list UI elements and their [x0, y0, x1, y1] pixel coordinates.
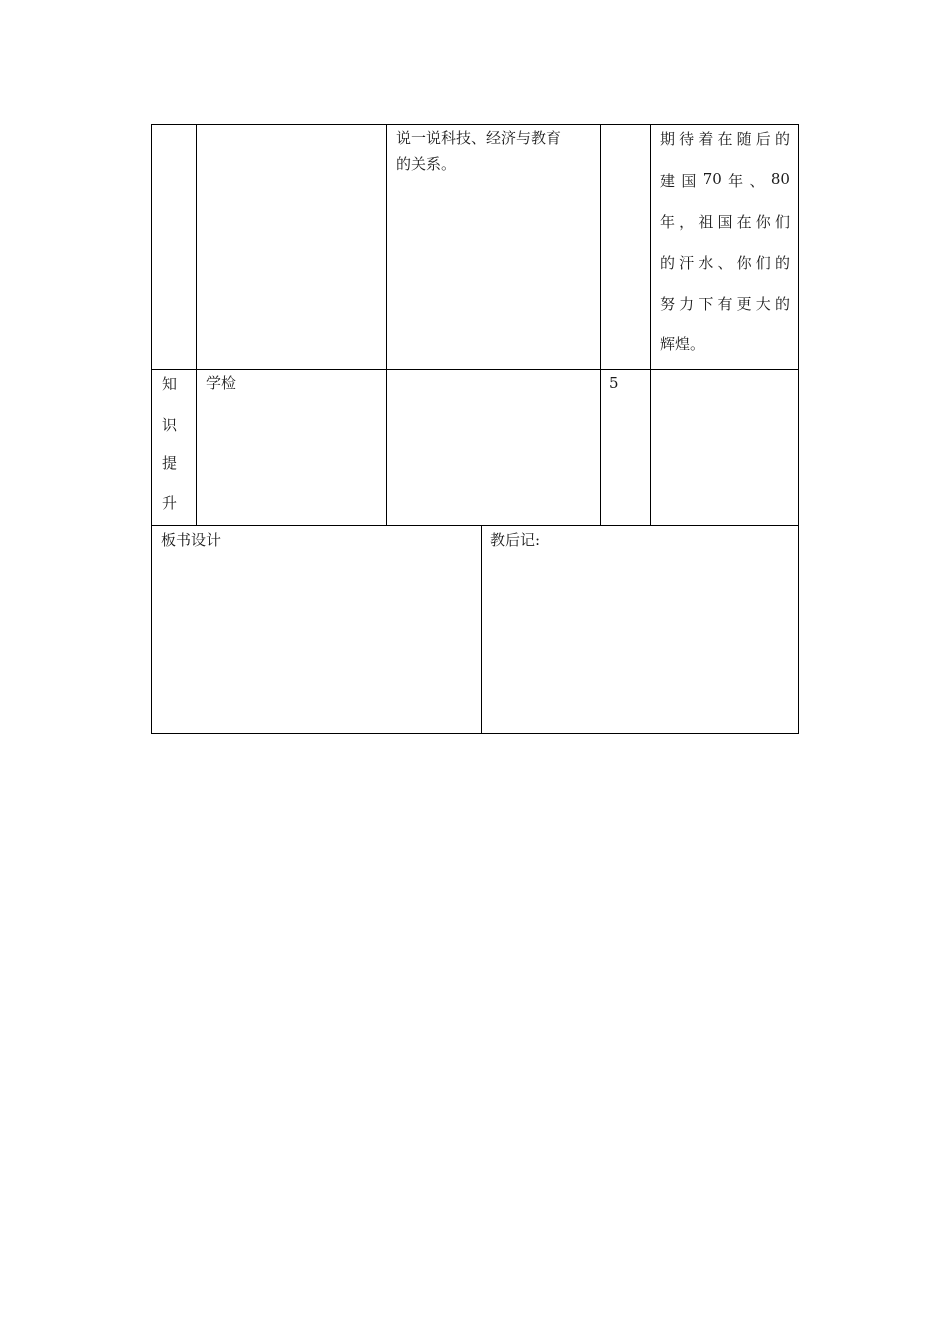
activity-text-line2: 的关系。 [396, 155, 457, 173]
col-divider-3 [600, 124, 601, 525]
expectation-line-5: 努 力 下 有 更 大 的 [660, 295, 790, 313]
expectation-line-1: 期 待 着 在 随 后 的 [660, 130, 790, 148]
time-value: 5 [609, 374, 619, 392]
section-label-char-4: 升 [162, 494, 178, 512]
table-left-border [151, 124, 152, 734]
section-label-char-2: 识 [162, 416, 178, 434]
expectation-line-6: 辉煌。 [660, 335, 706, 353]
col-divider-1 [196, 124, 197, 525]
section-label-char-1: 知 [162, 375, 178, 393]
activity-name: 学检 [206, 374, 237, 392]
expectation-line-3: 年 ， 祖 国 在 你 们 [660, 213, 790, 231]
expectation-line-2: 建 国 70 年 、 80 [660, 170, 790, 190]
table-right-border [798, 124, 799, 734]
col-divider-4 [650, 124, 651, 525]
section-label-char-3: 提 [162, 454, 178, 472]
activity-text-line1: 说一说科技、经济与教育 [396, 129, 562, 147]
bottom-col-divider [481, 525, 482, 733]
row-divider-2 [151, 525, 799, 526]
expectation-line-4: 的 汗 水 、 你 们 的 [660, 254, 790, 272]
table-top-border [151, 124, 799, 125]
after-class-notes-label: 教后记: [490, 531, 541, 549]
table-bottom-border [151, 733, 799, 734]
col-divider-2 [386, 124, 387, 525]
row-divider-1 [151, 369, 799, 370]
board-design-label: 板书设计 [161, 531, 222, 549]
